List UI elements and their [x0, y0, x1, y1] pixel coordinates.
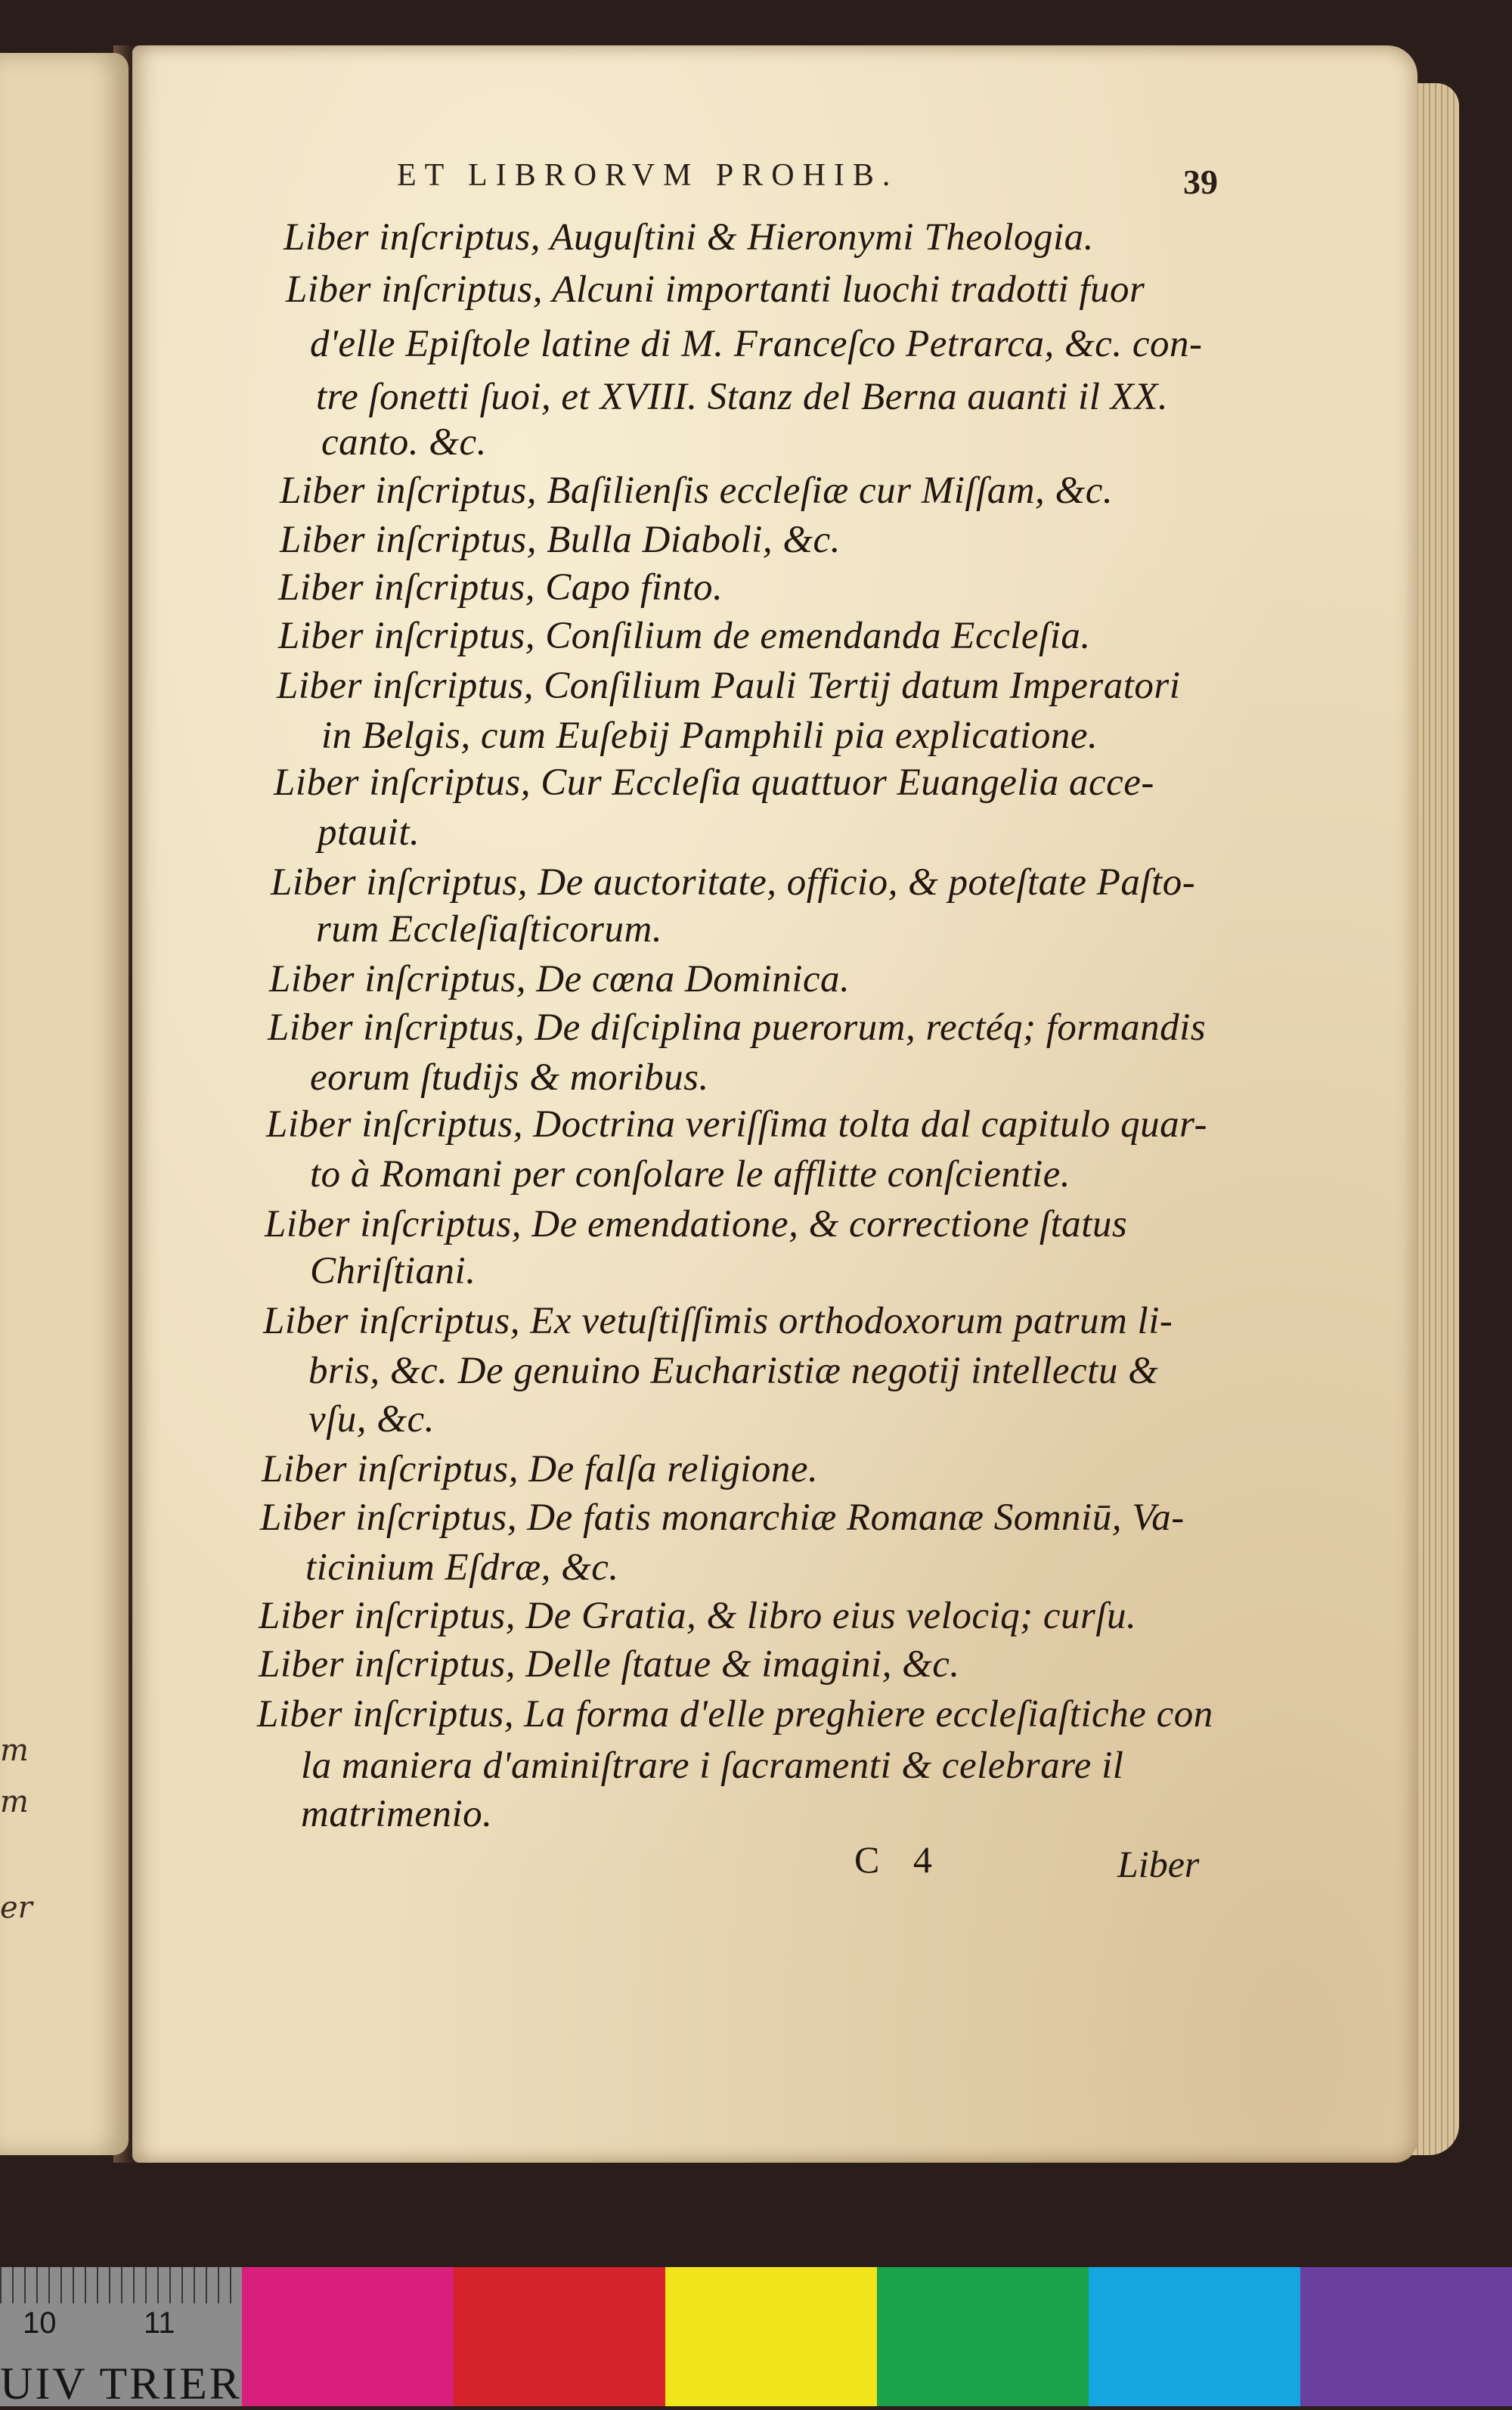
left-page-mark: m: [0, 1785, 29, 1819]
page-number: 39: [1183, 163, 1218, 201]
text-line: matrimenio.: [301, 1793, 493, 1835]
ruler-label: UIV TRIER: [0, 2359, 242, 2408]
color-calibration-strip: [242, 2267, 1512, 2406]
color-swatch: [1089, 2267, 1300, 2406]
ruler-number: 11: [144, 2306, 175, 2340]
text-line: in Belgis, cum Euſebij Pamphili pia explicatione.: [321, 715, 1098, 757]
text-line: Liber inſcriptus, De falſa religione.: [262, 1448, 819, 1490]
signature-mark: C 4: [854, 1838, 944, 1881]
text-line: Liber inſcriptus, De diſciplina puerorum, rectéq; formandis: [268, 1006, 1207, 1049]
left-page-mark: er: [0, 1890, 33, 1925]
text-line: ptauit.: [318, 811, 420, 854]
color-swatch: [242, 2267, 454, 2406]
left-page-edge: [0, 53, 129, 2155]
text-line: Liber inſcriptus, La forma d'elle preghiere eccleſiaſtiche con: [257, 1693, 1213, 1735]
text-line: Liber inſcriptus, De fatis monarchiæ Romanæ Somniū, Va-: [260, 1497, 1185, 1539]
text-line: eorum ſtudijs & moribus.: [310, 1056, 709, 1099]
text-line: Liber inſcriptus, Conſilium Pauli Tertij datum Imperatori: [277, 665, 1181, 707]
text-line: ticinium Eſdræ, &c.: [305, 1546, 619, 1589]
color-swatch: [1300, 2267, 1512, 2406]
text-line: Liber inſcriptus, Delle ſtatue & imagini, &c.: [259, 1643, 960, 1686]
text-line: la maniera d'aminiſtrare i ſacramenti & celebrare il: [301, 1745, 1124, 1787]
text-line: Liber inſcriptus, Ex vetuſtiſſimis orthodoxorum patrum li-: [263, 1300, 1173, 1342]
text-line: Liber inſcriptus, Bulla Diaboli, &c.: [280, 519, 841, 561]
text-line: vſu, &c.: [308, 1398, 435, 1441]
color-swatch: [877, 2267, 1089, 2406]
text-line: Liber inſcriptus, De cœna Dominica.: [269, 958, 850, 1000]
text-line: Liber inſcriptus, Cur Eccleſia quattuor Euangelia acce-: [274, 761, 1154, 804]
text-line: bris, &c. De genuino Eucharistiæ negotij intellectu &: [308, 1350, 1159, 1392]
text-line: Liber inſcriptus, De Gratia, & libro eius velociq; curſu.: [259, 1595, 1137, 1637]
text-line: to à Romani per conſolare le afflitte conſcientie.: [310, 1153, 1071, 1196]
text-line: Liber inſcriptus, Auguſtini & Hieronymi Theologia.: [284, 216, 1094, 259]
catchword: Liber: [1117, 1843, 1200, 1885]
text-line: Liber inſcriptus, De auctoritate, officio, & poteſtate Paſto-: [271, 861, 1196, 904]
text-line: Liber inſcriptus, Baſilienſis eccleſiæ cur Miſſam, &c.: [280, 470, 1114, 512]
text-line: Liber inſcriptus, Alcuni importanti luochi tradotti fuor: [286, 268, 1145, 311]
text-line: d'elle Epiſtole latine di M. Franceſco Petrarca, &c. con-: [310, 323, 1203, 365]
color-swatch: [454, 2267, 665, 2406]
color-swatch: [665, 2267, 877, 2406]
text-line: Liber inſcriptus, Capo finto.: [278, 566, 723, 609]
left-page-mark: m: [0, 1733, 29, 1768]
text-line: Chriſtiani.: [310, 1250, 476, 1292]
ruler-ticks: [0, 2267, 242, 2303]
text-line: rum Eccleſiaſticorum.: [316, 908, 663, 951]
scale-ruler: [0, 2267, 242, 2406]
text-line: tre ſonetti ſuoi, et XVIII. Stanz del Berna auanti il XX.: [316, 376, 1169, 418]
text-line: canto. &c.: [321, 421, 487, 464]
running-head: ET LIBRORVM PROHIB.: [397, 158, 899, 193]
text-line: Liber inſcriptus, De emendatione, & correctione ſtatus: [265, 1203, 1128, 1245]
text-line: Liber inſcriptus, Conſilium de emendanda Eccleſia.: [278, 615, 1091, 657]
ruler-number: 10: [23, 2306, 57, 2340]
text-line: Liber inſcriptus, Doctrina veriſſima tolta dal capitulo quar-: [266, 1103, 1207, 1146]
